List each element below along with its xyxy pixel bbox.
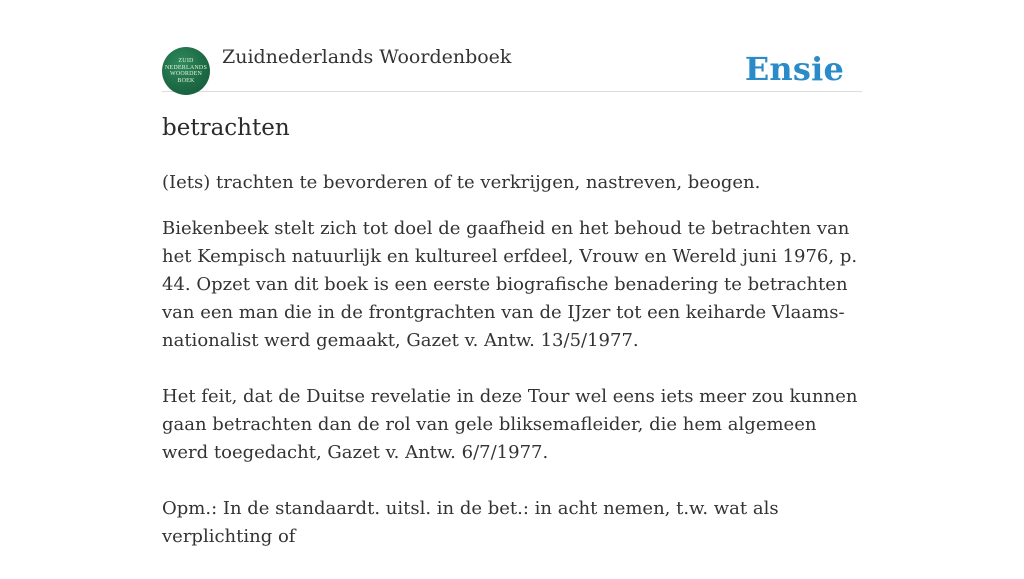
dictionary-logo[interactable] — [162, 47, 210, 95]
examples-section — [162, 215, 862, 579]
logo-text-line-1: ZUID — [178, 58, 194, 64]
dictionary-title[interactable]: Zuidnederlands Woordenboek — [222, 46, 512, 68]
headword: betrachten — [162, 115, 290, 141]
definition: (Iets) trachten te bevorderen of te verkrijgen, nastreven, beogen. — [162, 172, 761, 193]
example-paragraph: Biekenbeek stelt zich tot doel de gaafheid en het behoud te betrachten van het Kempisch natuurlijk en kultureel erfdeel, Vrouw en Wereld juni 1976, p. 44. Opzet van dit boek is een eerste biografische benadering te betrachten van een man die in de frontgrachten van de IJzer tot een keiharde Vlaams-nationalist werd gemaakt, Gazet v. Antw. 13/5/1977. — [162, 218, 858, 351]
page-container — [162, 0, 862, 547]
logo-text-line-3: WOORDEN — [169, 71, 203, 77]
example-paragraph: Het feit, dat de Duitse revelatie in deze Tour wel eens iets meer zou kunnen gaan betrachten dan de rol van gele bliksemafleider, die hem algemeen werd toegedacht, Gazet v. Antw. 6/7/1977. — [162, 386, 858, 463]
logo-text-line-4: BOEK — [177, 77, 195, 84]
logo-text-line-2: NEDERLANDS — [165, 64, 207, 71]
remark-paragraph: Opm.: In de standaardt. uitsl. in de bet.: in acht nemen, t.w. wat als verplichting of — [162, 498, 779, 547]
site-header — [162, 44, 862, 92]
brand-logo[interactable]: Ensie — [744, 50, 844, 88]
